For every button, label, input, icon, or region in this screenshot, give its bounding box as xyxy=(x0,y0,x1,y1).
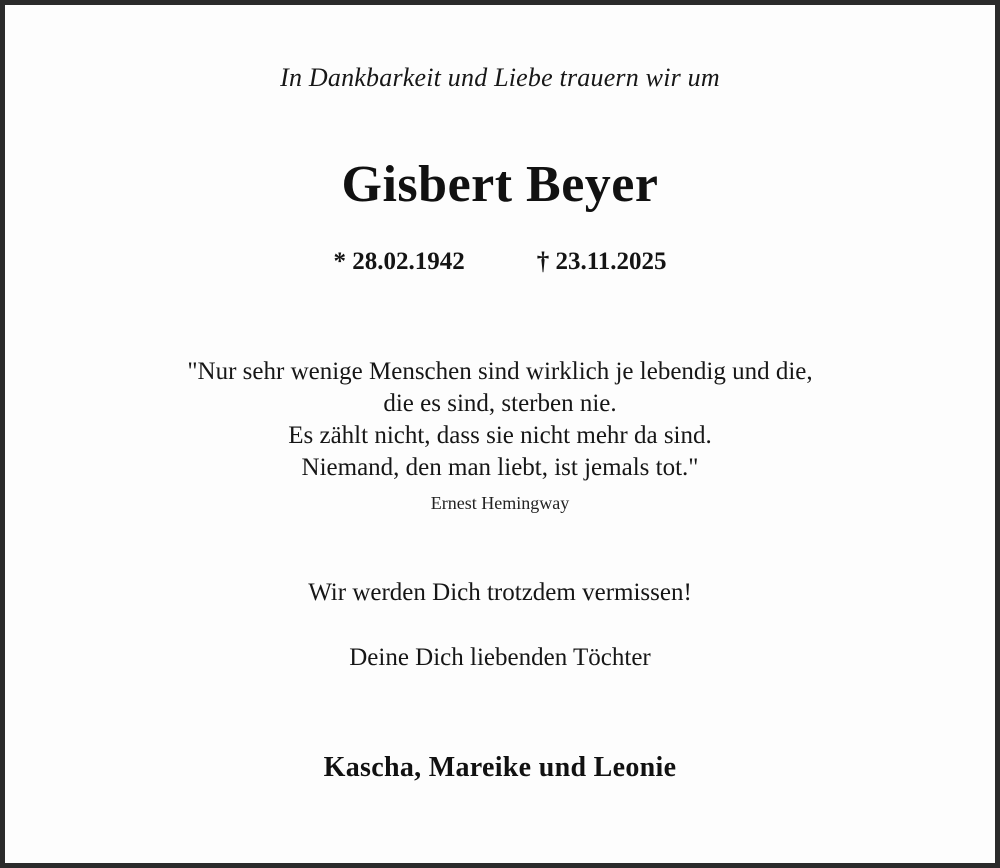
quote-author: Ernest Hemingway xyxy=(430,493,570,513)
intro-line: In Dankbarkeit und Liebe trauern wir um xyxy=(280,63,720,92)
obituary-content xyxy=(5,5,995,863)
birth-date: * 28.02.1942 xyxy=(333,248,465,275)
quote-line-4: Niemand, den man liebt, ist jemals tot." xyxy=(301,454,699,481)
death-date: † 23.11.2025 xyxy=(536,248,667,275)
message-line-2: Deine Dich liebenden Töchter xyxy=(349,643,651,671)
memorial-quote xyxy=(75,356,925,515)
quote-line-2: die es sind, sterben nie. xyxy=(383,390,617,417)
farewell-message xyxy=(75,577,925,674)
message-line-1: Wir werden Dich trotzdem vermissen! xyxy=(308,579,692,607)
quote-line-1: "Nur sehr wenige Menschen sind wirklich je lebendig und die, xyxy=(187,358,813,385)
deceased-name: Gisbert Beyer xyxy=(341,156,659,213)
life-dates xyxy=(75,248,925,276)
quote-line-3: Es zählt nicht, dass sie nicht mehr da sind. xyxy=(288,422,712,449)
family-signature: Kascha, Mareike und Leonie xyxy=(323,752,677,784)
